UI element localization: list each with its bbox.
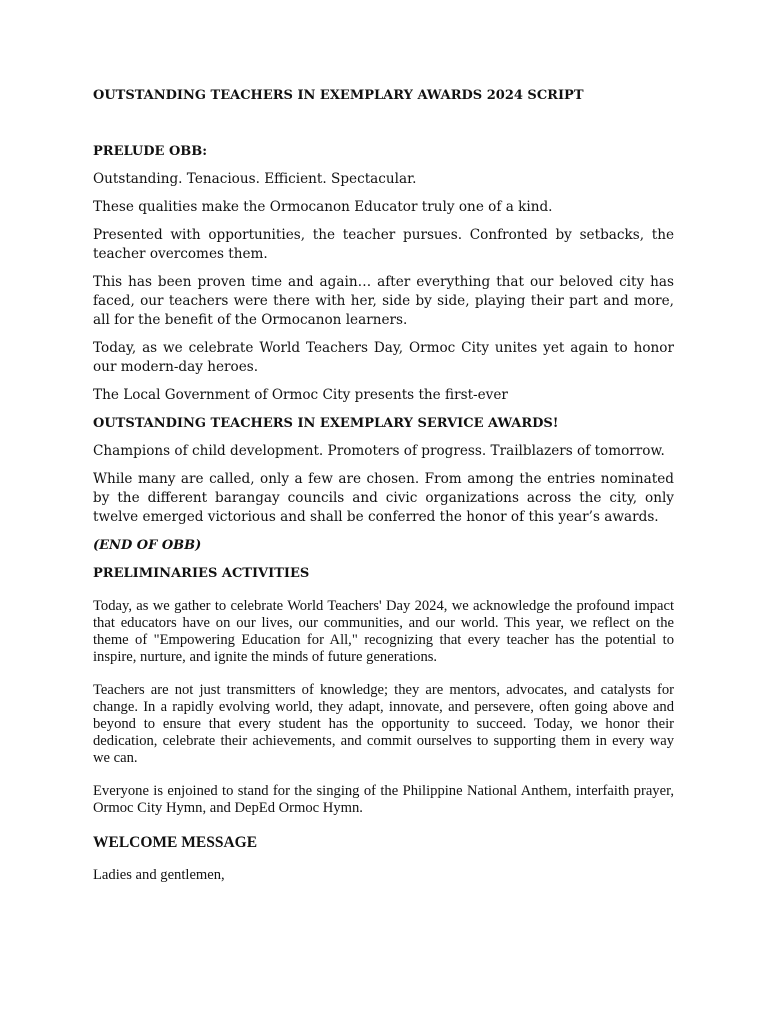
preliminaries-heading: PRELIMINARIES ACTIVITIES	[93, 566, 310, 581]
awards-paragraph-1: Champions of child development. Promoters of progress. Trailblazers of tomorrow.	[93, 443, 665, 459]
prelude-paragraph-3: Presented with opportunities, the teacher pursues. Confronted by setbacks, the teacher overcomes them.	[93, 227, 674, 262]
document-page	[93, 86, 674, 884]
prelude-paragraph-4: This has been proven time and again… after everything that our beloved city has faced, our teachers were there with her, side by side, playing their part and more, all for the benefit of the Ormocanon learners.	[93, 274, 674, 328]
prelude-paragraph-2: These qualities make the Ormocanon Educator truly one of a kind.	[93, 199, 553, 215]
prelude-heading: PRELUDE OBB:	[93, 144, 208, 159]
preliminaries-paragraph-1: Today, as we gather to celebrate World Teachers' Day 2024, we acknowledge the profound impact that educators have on our lives, our communities, and our world. This year, we reflect on the theme of "Empowering Education for All," recognizing that every teacher has the potential to inspire, nurture, and ignite the minds of future generations.	[93, 598, 674, 665]
preliminaries-paragraph-2: Teachers are not just transmitters of knowledge; they are mentors, advocates, and catalysts for change. In a rapidly evolving world, they adapt, innovate, and persevere, often going above and beyond to ensure that every student has the opportunity to succeed. Today, we honor their dedication, celebrate their achievements, and commit ourselves to supporting them in every way we can.	[93, 682, 674, 766]
end-of-obb-note: (END OF OBB)	[93, 538, 202, 553]
welcome-line: Ladies and gentlemen,	[93, 867, 225, 883]
document-title: OUTSTANDING TEACHERS IN EXEMPLARY AWARDS 2024 SCRIPT	[93, 88, 584, 103]
awards-paragraph-2: While many are called, only a few are chosen. From among the entries nominated by the different barangay councils and civic organizations across the city, only twelve emerged victorious and shall be conferred the honor of this year’s awards.	[93, 471, 674, 525]
prelude-paragraph-1: Outstanding. Tenacious. Efficient. Spectacular.	[93, 171, 417, 187]
preliminaries-paragraph-3: Everyone is enjoined to stand for the singing of the Philippine National Anthem, interfaith prayer, Ormoc City Hymn, and DepEd Ormoc Hymn.	[93, 783, 674, 816]
prelude-paragraph-6: The Local Government of Ormoc City presents the first-ever	[93, 387, 508, 403]
awards-heading: OUTSTANDING TEACHERS IN EXEMPLARY SERVICE AWARDS!	[93, 416, 559, 431]
welcome-heading: WELCOME MESSAGE	[93, 834, 258, 851]
prelude-paragraph-5: Today, as we celebrate World Teachers Day, Ormoc City unites yet again to honor our modern-day heroes.	[93, 340, 674, 375]
